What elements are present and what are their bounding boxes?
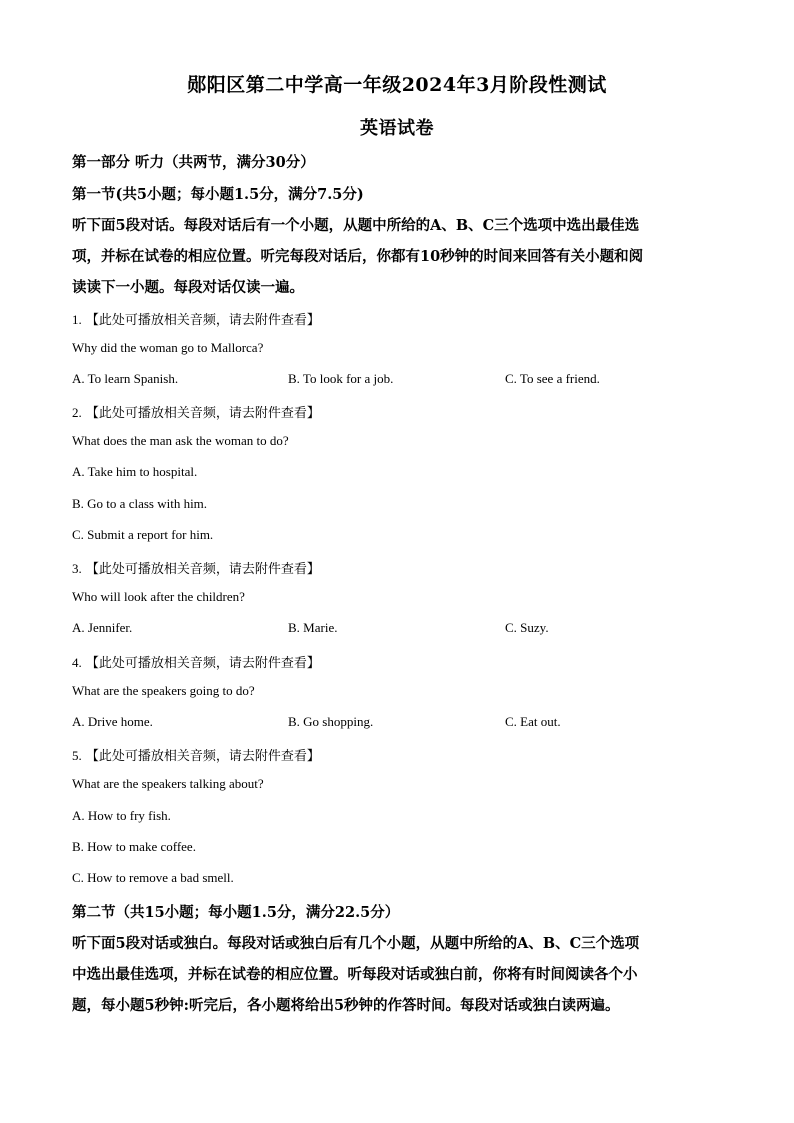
question-1-audio-line [72,309,320,328]
question-4-audio-line [72,652,320,671]
question-3-option-c: C. Suzy. [505,620,549,635]
question-5-text: What are the speakers talking about? [72,776,264,791]
part1-heading: 第一部分 听力（共两节，满分30分） [72,154,315,171]
question-2-option-b: B. Go to a class with him. [72,496,208,511]
section2-instruction-line: 中选出最佳选项，并标在试卷的相应位置。听每段对话或独白前，你将有时间阅读各个小 [72,966,638,983]
question-number: 4. [72,655,82,670]
question-1-text: Why did the woman go to Mallorca? [72,340,264,355]
question-number: 3. [72,561,82,576]
question-2-audio-line [72,402,320,421]
question-1-option-c: C. To see a friend. [505,371,600,386]
audio-note[interactable]: 【此处可播放相关音频，请去附件查看】 [85,406,320,421]
question-4-option-b: B. Go shopping. [288,714,374,729]
question-number: 1. [72,312,82,327]
question-number: 2. [72,405,82,420]
question-3-audio-line [72,558,320,577]
exam-title: 郧阳区第二中学高一年级2024年3月阶段性测试 [187,74,607,96]
section2-instruction-line: 题，每小题5秒钟:听完后，各小题将给出5秒钟的作答时间。每段对话或独白读两遍。 [72,997,620,1014]
question-5-option-a: A. How to fry fish. [72,808,171,823]
question-3-text: Who will look after the children? [72,589,245,604]
question-number: 5. [72,748,82,763]
question-5-option-b: B. How to make coffee. [72,839,196,854]
question-1-option-a: A. To learn Spanish. [72,371,179,386]
question-5-option-c: C. How to remove a bad smell. [72,870,234,885]
audio-note[interactable]: 【此处可播放相关音频，请去附件查看】 [85,749,320,764]
question-4-option-a: A. Drive home. [72,714,153,729]
question-2-option-a: A. Take him to hospital. [72,464,198,479]
question-1-option-b: B. To look for a job. [288,371,394,386]
section2-instruction-line: 听下面5段对话或独白。每段对话或独白后有几个小题，从题中所给的A、B、C三个选项 [72,935,640,952]
section2-heading: 第二节（共15小题；每小题1.5分，满分22.5分） [72,904,400,921]
question-2-text: What does the man ask the woman to do? [72,433,289,448]
question-5-audio-line [72,745,320,764]
section1-instruction-line: 项，并标在试卷的相应位置。听完每段对话后，你都有10秒钟的时间来回答有关小题和阅 [72,248,644,265]
audio-note[interactable]: 【此处可播放相关音频，请去附件查看】 [85,656,320,671]
question-4-option-c: C. Eat out. [505,714,561,729]
section1-instruction-line: 读读下一小题。每段对话仅读一遍。 [72,279,304,296]
audio-note[interactable]: 【此处可播放相关音频，请去附件查看】 [85,562,320,577]
question-3-option-a: A. Jennifer. [72,620,133,635]
exam-subtitle: 英语试卷 [360,118,434,139]
question-3-option-b: B. Marie. [288,620,338,635]
question-4-text: What are the speakers going to do? [72,683,255,698]
section1-instruction-line: 听下面5段对话。每段对话后有一个小题，从题中所给的A、B、C三个选项中选出最佳选 [72,217,640,234]
audio-note[interactable]: 【此处可播放相关音频，请去附件查看】 [85,313,320,328]
question-2-option-c: C. Submit a report for him. [72,527,214,542]
section1-heading: 第一节(共5小题；每小题1.5分，满分7.5分) [72,186,364,203]
